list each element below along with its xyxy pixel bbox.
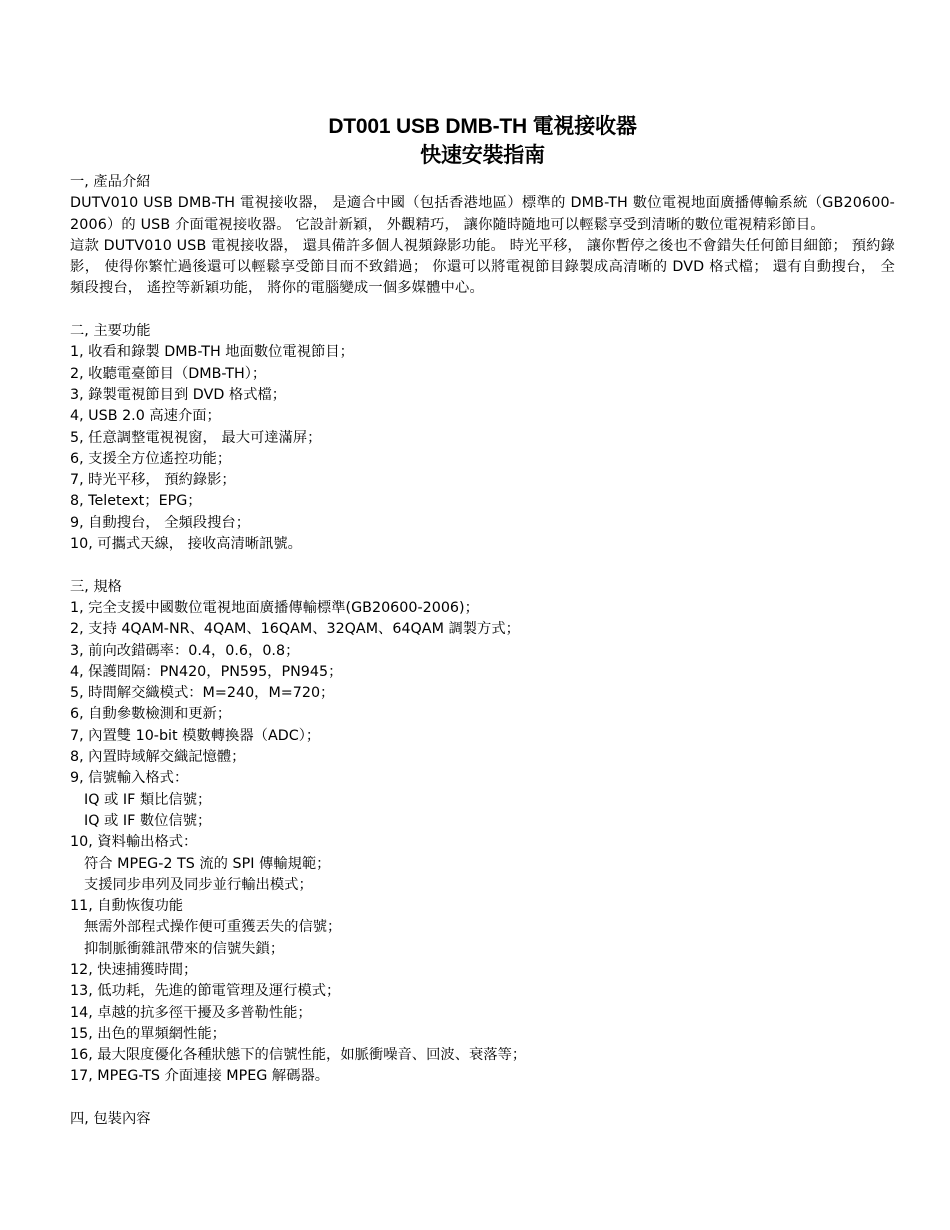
list-item: 17, MPEG-TS 介面連接 MPEG 解碼器。 bbox=[70, 1068, 330, 1085]
list-item: 1, 收看和錄製 DMB-TH 地面數位電視節目； bbox=[70, 344, 354, 361]
section-intro bbox=[70, 172, 895, 300]
list-subitem: IQ 或 IF 類比信號； bbox=[84, 791, 212, 808]
section-heading-package: 四, 包裝內容 bbox=[70, 1111, 151, 1128]
list-item: 6, 自動參數檢測和更新； bbox=[70, 706, 232, 723]
list-item: 4, USB 2.0 高速介面； bbox=[70, 408, 221, 425]
spacer bbox=[70, 300, 895, 321]
list-item: 7, 內置雙 10-bit 模數轉換器（ADC）； bbox=[70, 727, 321, 744]
list-item: 10, 資料輸出格式： bbox=[70, 834, 198, 851]
list-subitem: IQ 或 IF 數位信號； bbox=[84, 812, 212, 829]
list-item: 2, 支持 4QAM-NR、4QAM、16QAM、32QAM、64QAM 調製方式； bbox=[70, 621, 520, 638]
list-item: 8, Teletext；EPG； bbox=[70, 493, 202, 510]
list-item: 4, 保護間隔：PN420，PN595，PN945； bbox=[70, 663, 343, 680]
list-subitem: 支援同步串列及同步並行輸出模式； bbox=[84, 876, 313, 893]
section-package bbox=[70, 1109, 895, 1130]
list-item: 10, 可攜式天線， 接收高清晰訊號。 bbox=[70, 536, 302, 553]
list-item: 3, 前向改錯碼率：0.4，0.6，0.8； bbox=[70, 642, 300, 659]
list-subitem: 符合 MPEG-2 TS 流的 SPI 傳輸規範； bbox=[84, 855, 331, 872]
list-item: 9, 信號輸入格式： bbox=[70, 770, 189, 787]
spacer bbox=[70, 1088, 895, 1109]
spacer bbox=[70, 555, 895, 576]
list-item: 2, 收聽電臺節目（DMB-TH）； bbox=[70, 365, 267, 382]
document-page bbox=[70, 112, 895, 1130]
intro-paragraph-2: 這款 DUTV010 USB 電視接收器， 還具備許多個人視頻錄影功能。 時光平移， 讓你暫停之後也不會錯失任何節目細節； 預約錄影， 使得你繁忙過後還可以輕鬆享受節目而不致錯過； 你還可以將電視節目錄製成高清晰的 DVD 格式檔； 還有自動搜台， 全頻段搜台， 遙控等新穎功能， 將你的電腦變成一個多媒體中心。 bbox=[70, 237, 895, 297]
list-item: 16, 最大限度優化各種狀態下的信號性能，如脈衝噪音、回波、衰落等； bbox=[70, 1047, 527, 1064]
list-item: 7, 時光平移， 預約錄影； bbox=[70, 472, 236, 489]
list-item: 11, 自動恢復功能 bbox=[70, 898, 184, 915]
document-title bbox=[70, 112, 895, 170]
section-heading-intro: 一, 產品介紹 bbox=[70, 174, 151, 190]
section-heading-features: 二, 主要功能 bbox=[70, 323, 151, 340]
section-heading-specs: 三, 規格 bbox=[70, 578, 122, 595]
list-item: 8, 內置時域解交織記憶體； bbox=[70, 749, 246, 766]
list-item: 9, 自動搜台， 全頻段搜台； bbox=[70, 514, 250, 531]
list-subitem: 抑制脈衝雜訊帶來的信號失鎖； bbox=[84, 940, 285, 957]
list-item: 1, 完全支援中國數位電視地面廣播傳輸標準(GB20600-2006)； bbox=[70, 599, 479, 616]
list-item: 14, 卓越的抗多徑干擾及多普勒性能； bbox=[70, 1004, 312, 1021]
section-features bbox=[70, 321, 895, 555]
intro-paragraph-1: DUTV010 USB DMB-TH 電視接收器， 是適合中國（包括香港地區）標準的 DMB-TH 數位電視地面廣播傳輸系統（GB20600-2006）的 USB 介面電視接收器。 它設計新穎， 外觀精巧， 讓你隨時隨地可以輕鬆享受到清晰的數位電視精彩節目。 bbox=[70, 195, 895, 233]
list-item: 5, 任意調整電視視窗， 最大可達滿屏； bbox=[70, 429, 322, 446]
list-item: 3, 錄製電視節目到 DVD 格式檔； bbox=[70, 386, 287, 403]
list-item: 5, 時間解交織模式：M=240，M=720； bbox=[70, 685, 335, 702]
list-item: 15, 出色的單頻網性能； bbox=[70, 1025, 226, 1042]
list-item: 13, 低功耗，先進的節電管理及運行模式； bbox=[70, 983, 341, 1000]
title-line-2: 快速安裝指南 bbox=[420, 144, 545, 167]
title-line-1: DT001 USB DMB-TH 電視接收器 bbox=[328, 115, 637, 138]
list-subitem: 無需外部程式操作便可重獲丟失的信號； bbox=[84, 919, 342, 936]
list-item: 12, 快速捕獲時間； bbox=[70, 961, 198, 978]
list-item: 6, 支援全方位遙控功能； bbox=[70, 450, 232, 467]
section-specs bbox=[70, 577, 895, 1088]
